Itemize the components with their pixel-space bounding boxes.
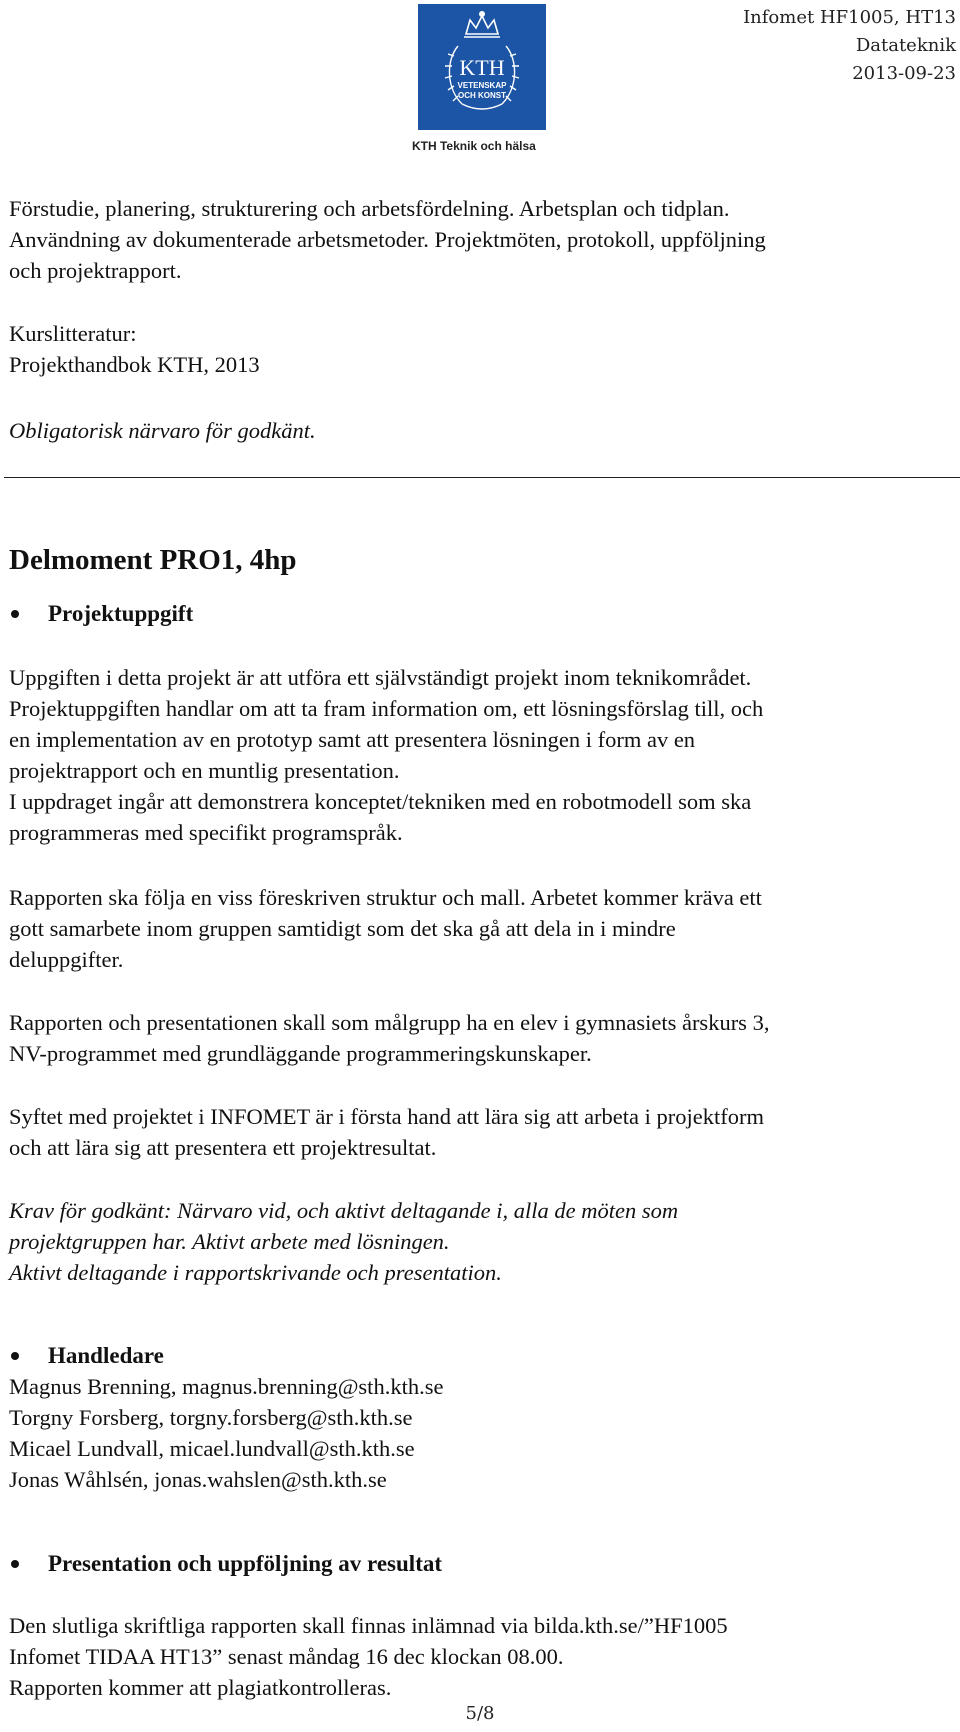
- task-line: Uppgiften i detta projekt är att utföra ett självständigt projekt inom teknikområdet.: [9, 665, 752, 690]
- header-program: Datateknik: [855, 35, 956, 56]
- requirement-line: Krav för godkänt: Närvaro vid, och aktivt deltagande i, alla de möten som: [9, 1198, 679, 1223]
- intro-line: Förstudie, planering, strukturering och arbetsfördelning. Arbetsplan och tidplan.: [9, 196, 730, 221]
- section-heading: [9, 542, 954, 578]
- requirement-line: projektgruppen har. Aktivt arbete med lösningen.: [9, 1229, 450, 1254]
- purpose-line: Syftet med projektet i INFOMET är i första hand att lära sig att arbeta i projektform: [9, 1104, 764, 1129]
- intro-line: Användning av dokumenterade arbetsmetoder. Projektmöten, protokoll, uppföljning: [9, 227, 766, 252]
- report-paragraph: [9, 882, 954, 975]
- task-line: en implementation av en prototyp samt att presentera lösningen i form av en: [9, 727, 696, 752]
- bullet-icon: [11, 1560, 19, 1568]
- requirements-paragraph: [9, 1195, 954, 1288]
- bullet-projektuppgift: [9, 598, 193, 629]
- attendance-note: [9, 415, 954, 446]
- purpose-line: och att lära sig att presentera ett projektresultat.: [9, 1135, 437, 1160]
- kth-logo: [418, 4, 546, 130]
- kth-emblem-icon: [418, 4, 546, 130]
- requirement-line: Aktivt deltagande i rapportskrivande och presentation.: [9, 1260, 502, 1285]
- task-line: Projektuppgiften handlar om att ta fram information om, ett lösningsförslag till, och: [9, 696, 764, 721]
- task-paragraph: [9, 662, 954, 848]
- audience-line: NV-programmet med grundläggande programmeringskunskaper.: [9, 1041, 592, 1066]
- logo-sub1: VETENSKAP: [457, 81, 507, 90]
- intro-line: och projektrapport.: [9, 258, 182, 283]
- bullet-handledare: [9, 1340, 164, 1371]
- supervisor-item: Micael Lundvall, micael.lundvall@sth.kth.se: [9, 1436, 415, 1461]
- report-line: deluppgifter.: [9, 947, 124, 972]
- task-line: programmeras med specifikt programspråk.: [9, 820, 403, 845]
- task-line: I uppdraget ingår att demonstrera konceptet/tekniken med en robotmodell som ska: [9, 789, 752, 814]
- supervisor-item: Magnus Brenning, magnus.brenning@sth.kth.se: [9, 1374, 444, 1399]
- page-number: 5/8: [465, 1703, 495, 1724]
- bullet-title: Handledare: [48, 1343, 164, 1368]
- bullet-icon: [11, 1352, 19, 1360]
- logo-kth-text: KTH: [459, 55, 505, 80]
- literature-block: [9, 318, 954, 380]
- header-date: 2013-09-23: [852, 63, 956, 84]
- final-line: Den slutliga skriftliga rapporten skall finnas inlämnad via bilda.kth.se/”HF1005: [9, 1613, 728, 1638]
- bullet-presentation: [9, 1548, 442, 1579]
- supervisor-item: Jonas Wåhlsén, jonas.wahslen@sth.kth.se: [9, 1467, 387, 1492]
- literature-label: Kurslitteratur:: [9, 321, 137, 346]
- bullet-title: Presentation och uppföljning av resultat: [48, 1551, 443, 1576]
- final-line: Rapporten kommer att plagiatkontrolleras.: [9, 1675, 392, 1700]
- logo-tagline: KTH Teknik och hälsa: [412, 139, 536, 153]
- section-divider: [4, 477, 960, 478]
- section-title: Delmoment PRO1, 4hp: [9, 544, 297, 576]
- audience-line: Rapporten och presentationen skall som målgrupp ha en elev i gymnasiets årskurs 3,: [9, 1010, 770, 1035]
- logo-sub2: OCH KONST: [458, 91, 506, 100]
- audience-paragraph: [9, 1007, 954, 1069]
- final-line: Infomet TIDAA HT13” senast måndag 16 dec klockan 08.00.: [9, 1644, 564, 1669]
- bullet-icon: [11, 610, 19, 618]
- report-line: Rapporten ska följa en viss föreskriven struktur och mall. Arbetet kommer kräva ett: [9, 885, 762, 910]
- task-line: projektrapport och en muntlig presentation.: [9, 758, 400, 783]
- report-line: gott samarbete inom gruppen samtidigt som det ska gå att dela in i mindre: [9, 916, 676, 941]
- supervisor-list: [9, 1371, 954, 1495]
- bullet-title: Projektuppgift: [48, 601, 194, 626]
- header-course: Infomet HF1005, HT13: [743, 7, 956, 28]
- supervisor-item: Torgny Forsberg, torgny.forsberg@sth.kth.se: [9, 1405, 413, 1430]
- intro-paragraph: [9, 193, 954, 286]
- purpose-paragraph: [9, 1101, 954, 1163]
- final-paragraph: [9, 1610, 954, 1703]
- literature-value: Projekthandbok KTH, 2013: [9, 352, 260, 377]
- attendance-text: Obligatorisk närvaro för godkänt.: [9, 418, 316, 443]
- header-meta: [743, 4, 956, 88]
